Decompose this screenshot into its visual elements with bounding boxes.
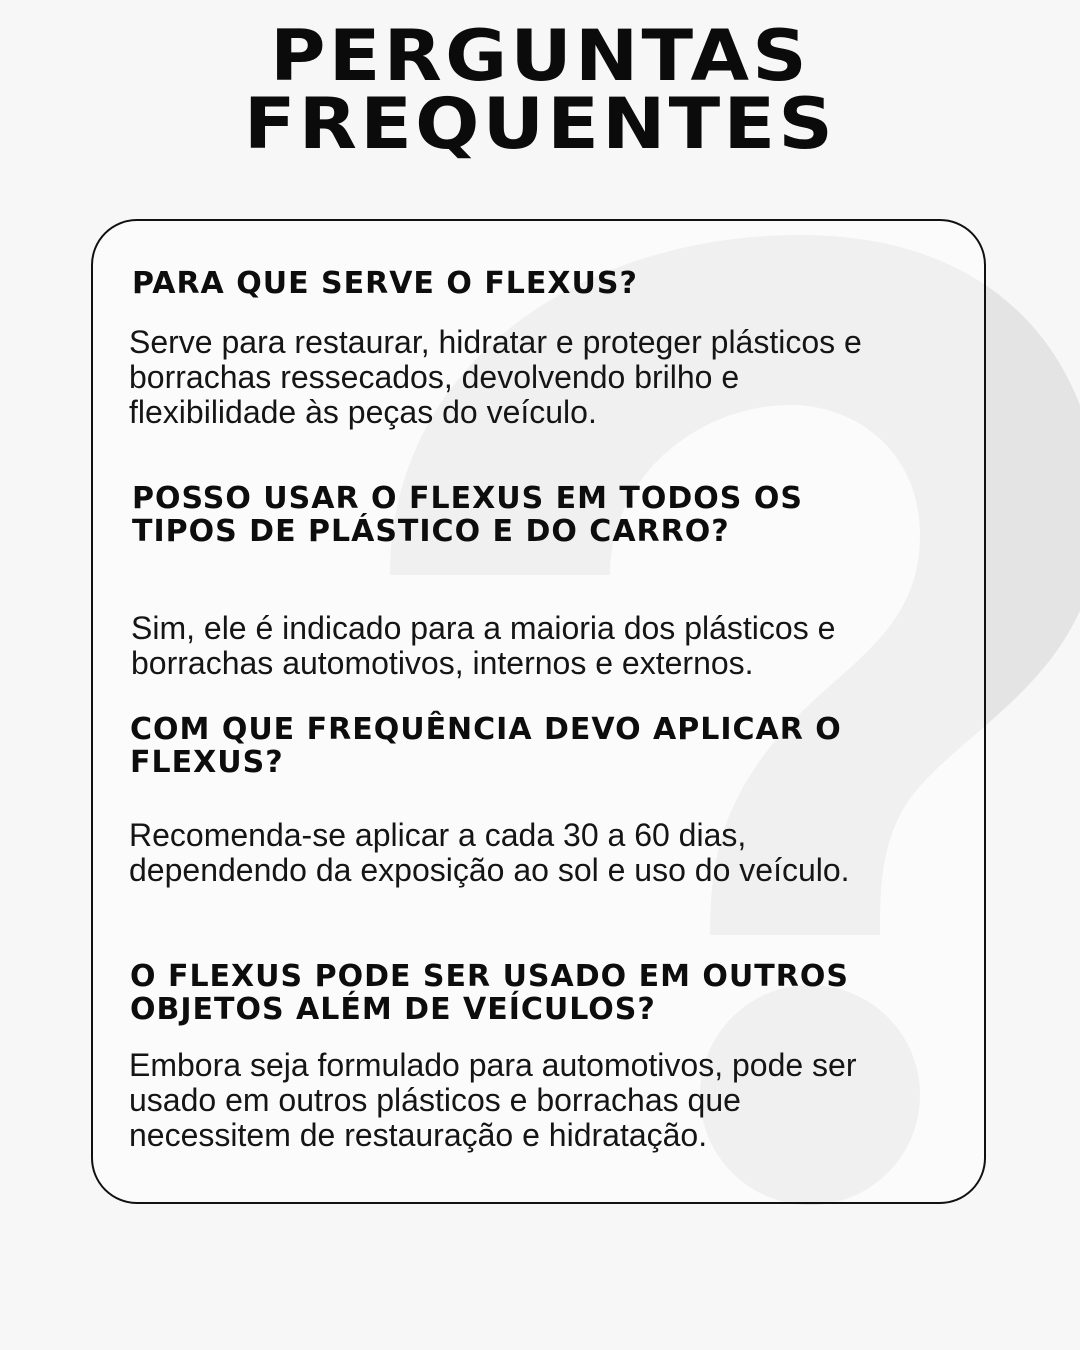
faq-question-1: [132, 267, 638, 300]
faq-answer-2-line-1: Sim, ele é indicado para a maioria dos plásticos e: [131, 610, 836, 646]
faq-answer-1-line-2: borrachas ressecados, devolvendo brilho e: [129, 359, 740, 395]
faq-answer-3-line-2: dependendo da exposição ao sol e uso do veículo.: [129, 852, 850, 888]
faq-question-2-line-1: POSSO USAR O FLEXUS EM TODOS OS: [132, 481, 803, 516]
faq-answer-3: [129, 818, 850, 888]
faq-question-2-line-2: TIPOS DE PLÁSTICO E DO CARRO?: [132, 514, 730, 549]
faq-question-4-line-2: OBJETOS ALÉM DE VEÍCULOS?: [130, 992, 656, 1027]
faq-answer-1: [129, 325, 862, 430]
faq-answer-1-line-3: flexibilidade às peças do veículo.: [129, 394, 597, 430]
faq-answer-4-line-1: Embora seja formulado para automotivos, pode ser: [129, 1047, 857, 1083]
faq-answer-4: [129, 1048, 857, 1153]
faq-question-1-line-1: PARA QUE SERVE O FLEXUS?: [132, 266, 638, 301]
faq-question-3-line-2: FLEXUS?: [130, 745, 284, 780]
faq-question-3: [130, 713, 842, 779]
faq-question-4: [130, 960, 849, 1026]
faq-answer-2-line-2: borrachas automotivos, internos e externos.: [131, 645, 754, 681]
faq-answer-2: [131, 611, 835, 681]
page-title: [0, 15, 1080, 165]
faq-question-2: [132, 482, 803, 548]
faq-question-3-line-1: COM QUE FREQUÊNCIA DEVO APLICAR O: [130, 712, 842, 747]
faq-answer-4-line-2: usado em outros plásticos e borrachas que: [129, 1082, 741, 1118]
faq-answer-3-line-1: Recomenda-se aplicar a cada 30 a 60 dias,: [129, 817, 747, 853]
faq-card: [91, 219, 986, 1204]
title-line-1: PERGUNTAS: [270, 15, 810, 97]
faq-question-4-line-1: O FLEXUS PODE SER USADO EM OUTROS: [130, 959, 849, 994]
faq-answer-4-line-3: necessitem de restauração e hidratação.: [129, 1117, 708, 1153]
faq-answer-1-line-1: Serve para restaurar, hidratar e proteger plásticos e: [129, 324, 862, 360]
title-line-2: FREQUENTES: [243, 83, 837, 165]
